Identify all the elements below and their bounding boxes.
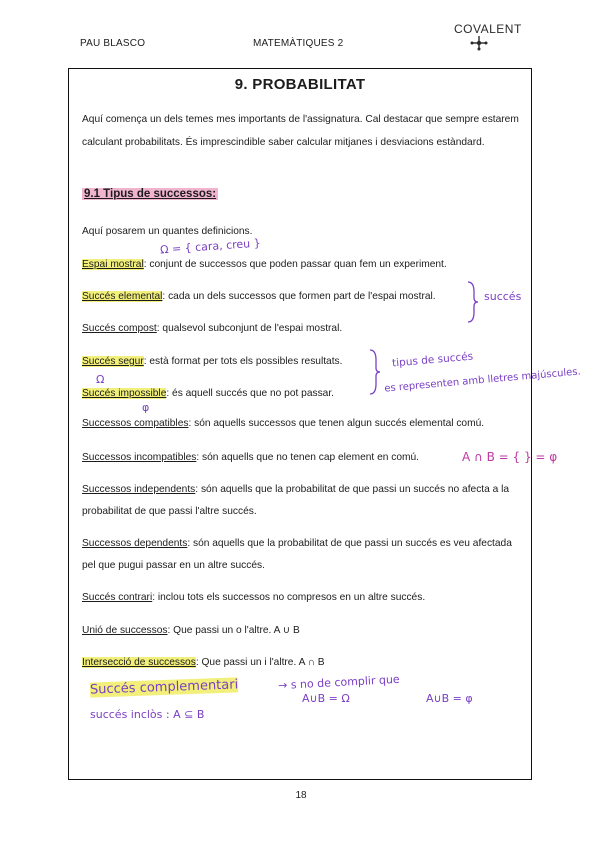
def-text: : són aquells que no tenen cap element en comú.: [196, 452, 419, 463]
def-successos-incompatibles: [82, 452, 522, 463]
def-term: Succés compost: [82, 323, 157, 334]
def-term: Intersecció de successos: [82, 657, 196, 668]
handwritten-compl-eq1: A∪B = Ω: [302, 692, 350, 705]
handwritten-majuscules: es representen amb lletres majúscules.: [383, 366, 582, 395]
def-term: Succés segur: [82, 356, 144, 367]
def-succes-impossible: [82, 388, 522, 399]
def-successos-compatibles: [82, 418, 522, 429]
handwritten-inclos: succés inclòs : A ⊆ B: [90, 708, 205, 721]
handwritten-phi-small: φ: [142, 401, 150, 414]
def-text: : conjunt de successos que poden passar quan fem un experiment.: [143, 259, 447, 270]
def-text: : qualsevol subconjunt de l'espai mostral.: [156, 323, 343, 334]
def-text: : Que passi un i l'altre. A ∩ B: [195, 657, 325, 668]
brace-right-2: [368, 348, 382, 396]
def-text: : cada un dels successos que formen part de l'espai mostral.: [162, 291, 436, 302]
section-heading: 9.1 Tipus de successos:: [84, 188, 217, 200]
def-text: : està format per tots els possibles resultats.: [143, 356, 343, 367]
brace-right-1: [466, 280, 480, 324]
def-successos-dependents: [82, 533, 522, 577]
def-text: : inclou tots els successos no compresos en un altre succés.: [152, 592, 426, 603]
def-successos-independents: [82, 479, 522, 523]
handwritten-compl-eq2: A∪B = φ: [426, 692, 473, 705]
def-espai-mostral: [82, 259, 522, 270]
header-author: PAU BLASCO: [80, 38, 146, 49]
intro-paragraph: Aquí comença un dels temes mes importants de l'assignatura. Cal destacar que sempre estarem calculant probabilitats. És imprescindible saber calcular mitjanes i desviacions estàndard.: [82, 114, 519, 148]
handwritten-omega-small: Ω: [96, 373, 105, 386]
def-text: : és aquell succés que no pot passar.: [166, 388, 335, 399]
handwritten-compl-note: → s no de complir que: [277, 672, 400, 693]
def-text: : són aquells que la probabilitat de que passi un succés es veu afectada pel que pugui passar en un altre succés.: [82, 538, 512, 571]
handwritten-tipus: tipus de succés: [391, 350, 474, 370]
def-succes-compost: [82, 323, 522, 334]
def-text: : són aquells successos que tenen algun succés elemental comú.: [188, 418, 485, 429]
logo-text: COVALENT: [454, 22, 522, 36]
def-term: Successos independents: [82, 484, 196, 495]
def-succes-contrari: [82, 592, 522, 603]
def-text: : són aquells que la probabilitat de que passi un succés no afecta a la probabilitat de que passi l'altre succés.: [82, 484, 510, 517]
lead-text: Aquí posarem un quantes definicions.: [82, 226, 253, 237]
def-term: Successos dependents: [82, 538, 188, 549]
handwritten-incompatible-eq: A ∩ B = { } = φ: [462, 450, 558, 464]
page-number: 18: [295, 790, 307, 801]
def-unio-successos: [82, 625, 522, 636]
def-term: Succés contrari: [82, 592, 153, 603]
def-term: Succés impossible: [82, 388, 167, 399]
def-term: Espai mostral: [82, 259, 144, 270]
page-title: 9. PROBABILITAT: [234, 76, 366, 93]
def-succes-elemental: [82, 291, 522, 302]
handwritten-succes: succés: [484, 290, 522, 303]
def-term: Successos incompatibles: [82, 452, 197, 463]
header-subject: MATEMÀTIQUES 2: [253, 38, 344, 49]
covalent-logo: [454, 22, 534, 52]
def-text: : Que passi un o l'altre. A ∪ B: [167, 625, 300, 636]
def-term: Unió de successos: [82, 625, 168, 636]
molecule-icon: [454, 22, 534, 52]
def-term: Successos compatibles: [82, 418, 189, 429]
def-term: Succés elemental: [82, 291, 163, 302]
handwritten-complementari: Succés complementari: [89, 677, 239, 698]
def-interseccio-successos: [82, 657, 522, 668]
handwritten-omega-def: Ω = { cara, creu }: [159, 236, 262, 257]
